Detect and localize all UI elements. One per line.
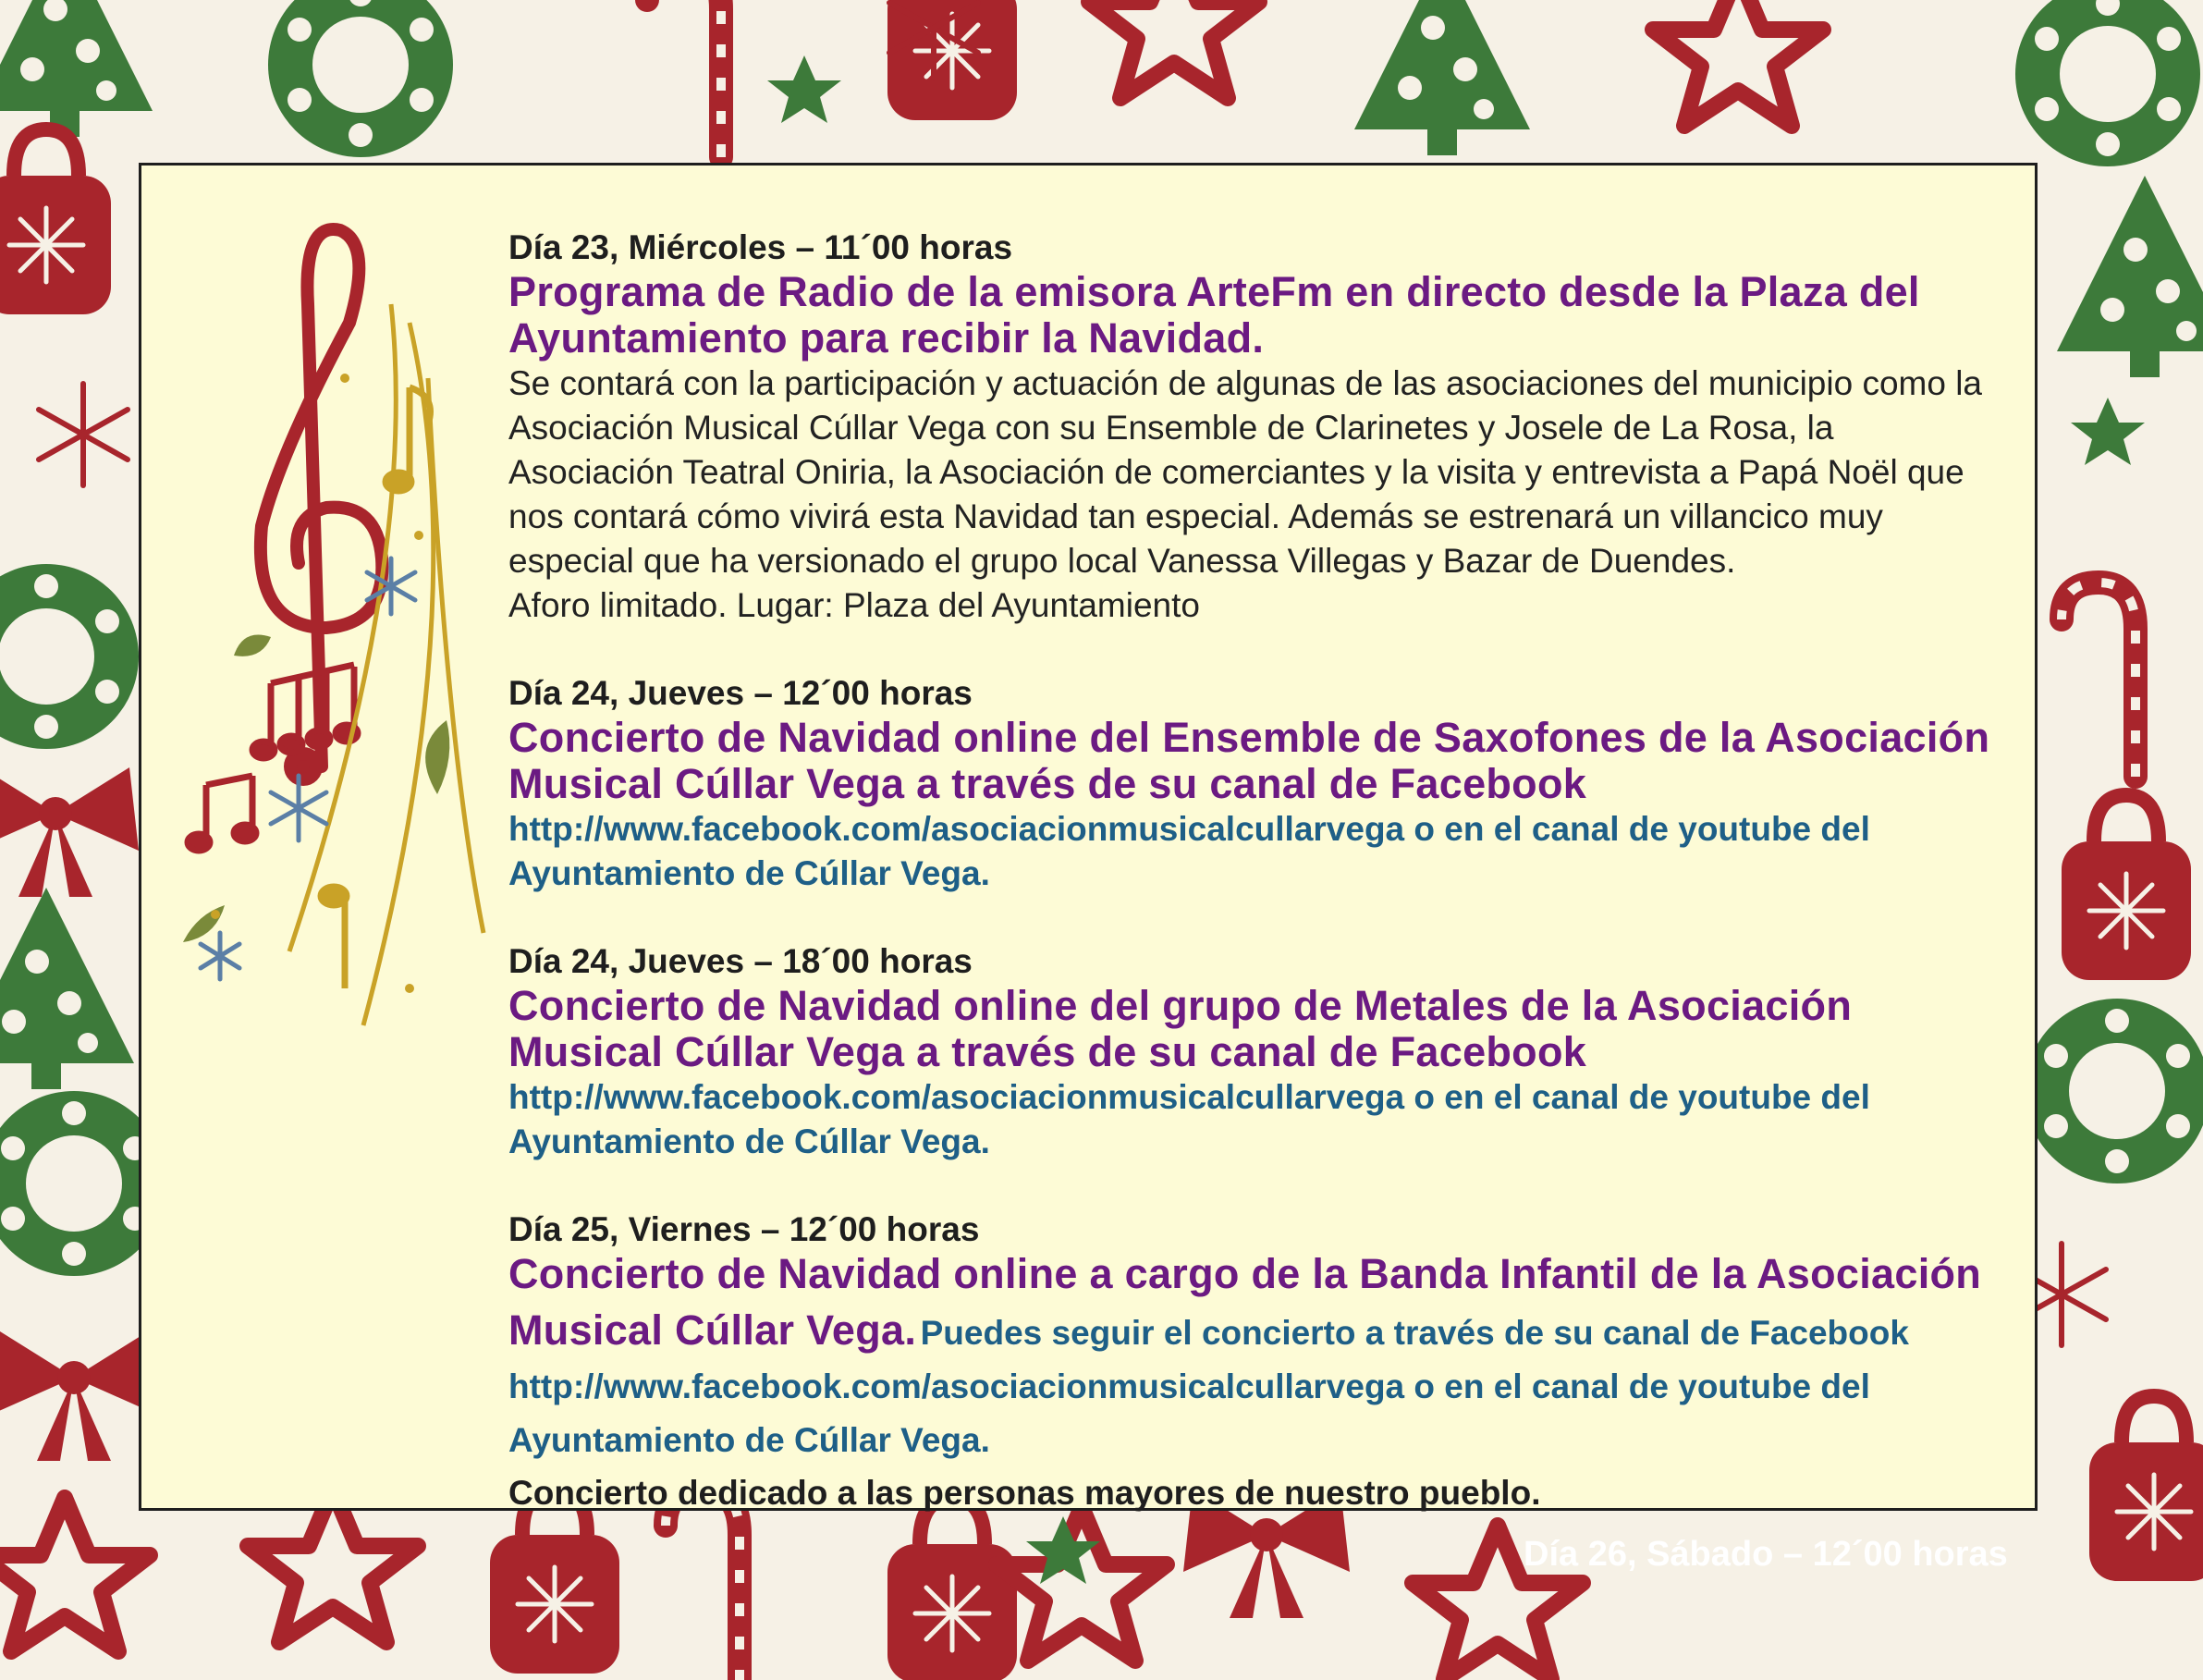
event-link[interactable]: http://www.facebook.com/asociacionmusicalcullarvega o en el canal de youtube del Ayuntamiento de Cúllar Vega. <box>508 1078 1870 1160</box>
wreath-icon <box>2015 0 2200 166</box>
candy-cane-icon <box>647 0 721 157</box>
star-icon <box>1653 0 1823 126</box>
star-icon <box>248 1489 418 1642</box>
event-item <box>508 227 2006 628</box>
star-icon <box>1089 0 1259 98</box>
event-title: Concierto de Navidad online a cargo de la Banda Infantil de la Asociación Musical Cúllar Vega. <box>508 1250 1982 1354</box>
bow-icon <box>0 767 139 897</box>
event-date: Día 24, Jueves – 12´00 horas <box>508 674 973 712</box>
wreath-icon <box>2025 999 2203 1183</box>
event-venue: Aforo limitado. Lugar: Plaza del Ayuntamiento <box>508 586 1200 624</box>
gift-bag-icon <box>0 129 111 314</box>
christmas-tree-icon <box>0 0 153 137</box>
gift-bag-icon <box>2089 1396 2203 1581</box>
christmas-tree-icon <box>0 888 134 1089</box>
wreath-icon <box>0 564 139 749</box>
snowflake-icon <box>39 384 128 485</box>
event-note: Concierto dedicado a las personas mayores de nuestro pueblo. <box>508 1474 1541 1512</box>
candy-cane-icon <box>2062 582 2136 777</box>
next-event-date: Día 26, Sábado – 12´00 horas <box>1524 1535 2008 1574</box>
event-description: Se contará con la participación y actuación de algunas de las asociaciones del municipio como la Asociación Musical Cúllar Vega con su Ensemble de Clarinetes y Josele de La Rosa, la Asociación Teatral Oniria, la Asociación de comerciantes y la visita y entrevista a Papá Noël que nos contará cómo vivirá esta Navidad tan especial. Además se estrenará un villancico muy especial que ha versionado el grupo local Vanessa Villegas y Bazar de Duendes. <box>508 364 1982 580</box>
christmas-tree-icon <box>1354 0 1530 155</box>
event-date: Día 23, Miércoles – 11´00 horas <box>508 228 1013 266</box>
event-link[interactable]: http://www.facebook.com/asociacionmusicalcullarvega o en el canal de youtube del Ayuntamiento de Cúllar Vega. <box>508 810 1870 892</box>
event-item <box>508 940 2006 1164</box>
christmas-tree-icon <box>2057 176 2203 377</box>
star-icon <box>2071 398 2145 465</box>
event-date: Día 24, Jueves – 18´00 horas <box>508 942 973 980</box>
gift-bag-icon <box>2062 795 2191 980</box>
event-link[interactable]: Puedes seguir el concierto a través de su canal de Facebook http://www.facebook.com/asociacionmusicalcullarvega o en el canal de youtube del Ayuntamiento de Cúllar Vega. <box>508 1314 1909 1459</box>
event-panel <box>139 163 2038 1511</box>
wreath-icon <box>268 0 453 157</box>
event-date: Día 25, Viernes – 12´00 horas <box>508 1210 980 1248</box>
star-icon <box>767 55 841 123</box>
star-icon <box>0 1498 150 1651</box>
event-title: Concierto de Navidad online del grupo de Metales de la Asociación Musical Cúllar Vega a través de su canal de Facebook <box>508 982 1853 1075</box>
event-item <box>508 672 2006 896</box>
event-item <box>508 1208 2006 1515</box>
event-title: Concierto de Navidad online del Ensemble de Saxofones de la Asociación Musical Cúllar Vega a través de su canal de Facebook <box>508 714 1990 807</box>
treble-clef-icon <box>261 229 382 779</box>
event-title: Programa de Radio de la emisora ArteFm en directo desde la Plaza del Ayuntamiento para recibir la Navidad. <box>508 268 1920 362</box>
bow-icon <box>0 1331 157 1461</box>
